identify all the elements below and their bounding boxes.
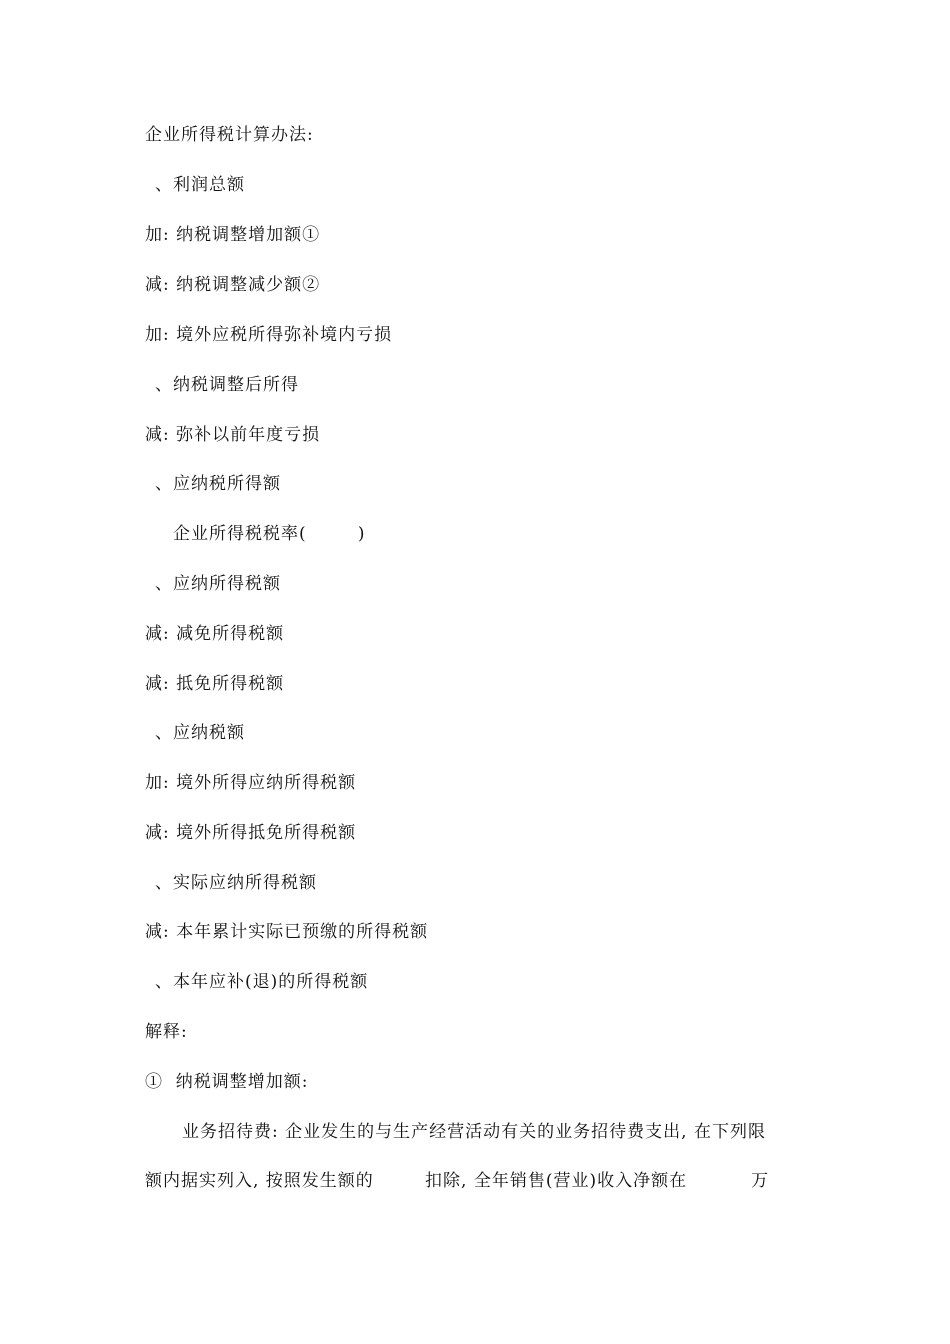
line-foreign-payable-tax: 加: 境外所得应纳所得税额 [145,773,357,793]
line-prepaid-tax: 减: 本年累计实际已预缴的所得税额 [145,922,429,942]
line-payable-income-tax: 、应纳所得税额 [155,574,281,594]
line-foreign-income-offset: 加: 境外应税所得弥补境内亏损 [145,325,393,345]
line-tax-adjust-decrease: 减: 纳税调整减少额② [145,275,321,295]
line-tax-credit: 减: 抵免所得税额 [145,674,285,694]
line-payable-tax: 、应纳税额 [155,723,245,743]
explanation-item-1: ① 纳税调整增加额: [145,1072,309,1092]
section-explanation-heading: 解释: [145,1022,188,1042]
line-tax-adjust-increase: 加: 纳税调整增加额① [145,225,321,245]
line-profit-total: 、利润总额 [155,175,245,195]
line-refund-or-supplement: 、本年应补(退)的所得税额 [155,972,369,992]
line-tax-rate: 企业所得税税率( ) [173,524,366,544]
paragraph-line-2: 额内据实列入, 按照发生额的 扣除, 全年销售(营业)收入净额在 万 [145,1171,770,1191]
line-prior-loss: 减: 弥补以前年度亏损 [145,425,321,445]
line-adjusted-income: 、纳税调整后所得 [155,375,299,395]
document-title: 企业所得税计算办法: [145,125,314,145]
paragraph-line-1: 业务招待费: 企业发生的与生产经营活动有关的业务招待费支出, 在下列限 [182,1122,766,1142]
line-foreign-tax-credit: 减: 境外所得抵免所得税额 [145,823,357,843]
line-tax-reduction: 减: 减免所得税额 [145,624,285,644]
line-actual-payable-tax: 、实际应纳所得税额 [155,873,317,893]
line-taxable-income: 、应纳税所得额 [155,474,281,494]
